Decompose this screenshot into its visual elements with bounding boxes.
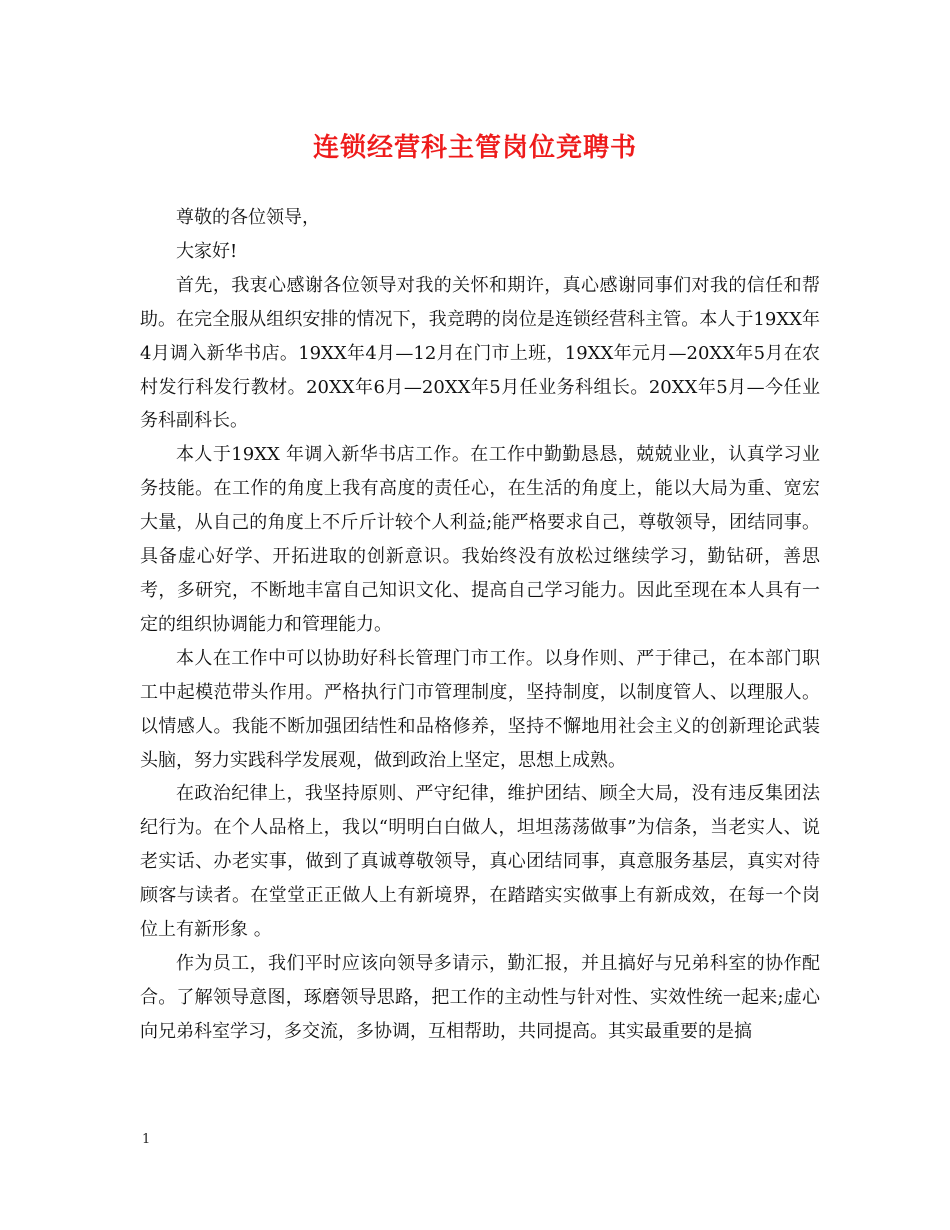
paragraph: 首先，我衷心感谢各位领导对我的关怀和期许，真心感谢同事们对我的信任和帮助。在完全服从组织安排的情况下，我竞聘的岗位是连锁经营科主管。本人于19XX年4月调入新华书店。19XX年4月—12月在门市上班，19XX年元月—20XX年5月在农村发行科发行教材。20XX年6月—20XX年5月任业务科组长。20XX年5月—今任业务科副科长。 — [140, 274, 820, 432]
document-body — [140, 201, 820, 1049]
salutation: 尊敬的各位领导， — [176, 207, 320, 228]
page-number: 1 — [142, 1132, 151, 1147]
document-title: 连锁经营科主管岗位竞聘书 — [312, 133, 637, 163]
paragraph: 本人于19XX 年调入新华书店工作。在工作中勤勤恳恳，兢兢业业，认真学习业务技能。在工作的角度上我有高度的责任心，在生活的角度上，能以大局为重、宽宏大量，从自己的角度上不斤斤计较个人利益;能严格要求自己，尊敬领导，团结同事。具备虚心好学、开拓进取的创新意识。我始终没有放松过继续学习，勤钻研，善思考，多研究，不断地丰富自己知识文化、提高自己学习能力。因此至现在本人具有一定的组织协调能力和管理能力。 — [140, 444, 820, 635]
paragraph: 在政治纪律上，我坚持原则、严守纪律，维护团结、顾全大局，没有违反集团法纪行为。在个人品格上，我以“明明白白做人，坦坦荡荡做事”为信条，当老实人、说老实话、办老实事，做到了真诚尊敬领导，真心团结同事，真意服务基层，真实对待顾客与读者。在堂堂正正做人上有新境界，在踏踏实实做事上有新成效，在每一个岗位上有新形象 。 — [140, 783, 820, 941]
greeting: 大家好! — [176, 240, 238, 262]
paragraph: 作为员工，我们平时应该向领导多请示，勤汇报，并且搞好与兄弟科室的协作配合。了解领导意图，琢磨领导思路，把工作的主动性与针对性、实效性统一起来;虚心向兄弟科室学习，多交流，多协调，互相帮助，共同提高。其实最重要的是搞 — [140, 952, 820, 1042]
paragraph: 本人在工作中可以协助好科长管理门市工作。以身作则、严于律己，在本部门职工中起模范带头作用。严格执行门市管理制度，坚持制度，以制度管人、以理服人。以情感人。我能不断加强团结性和品格修养，坚持不懈地用社会主义的创新理论武装头脑，努力实践科学发展观，做到政治上坚定，思想上成熟。 — [140, 647, 820, 771]
